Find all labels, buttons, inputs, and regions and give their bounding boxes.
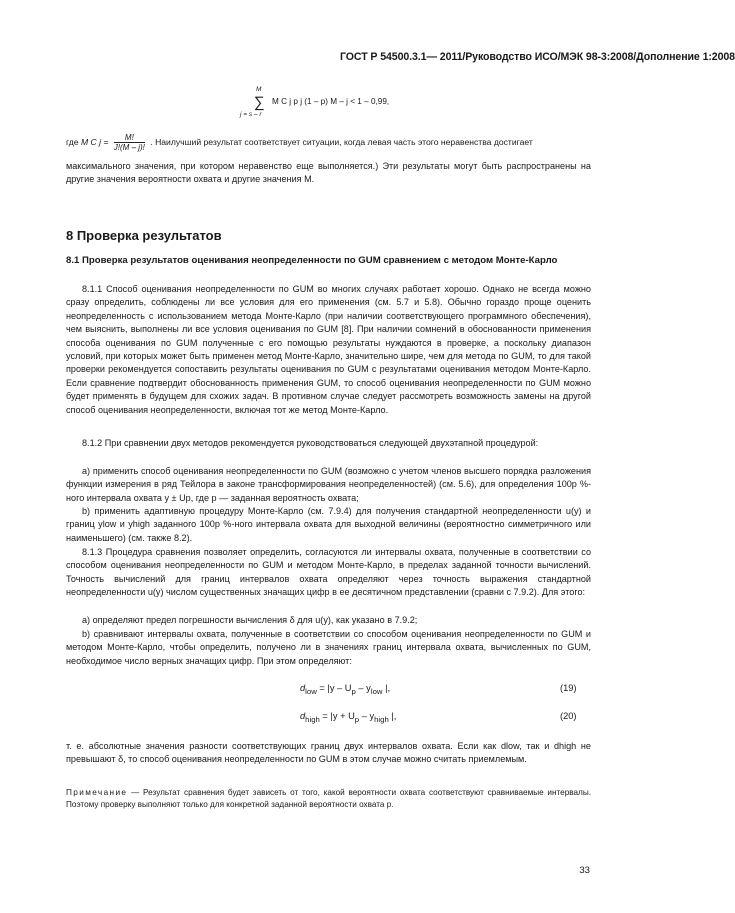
- eq19-rhs: = |y – U: [316, 683, 352, 693]
- note-label: Примечание: [66, 788, 128, 797]
- page-header: ГОСТ Р 54500.3.1— 2011/Руководство ИСО/МЭК 98-3:2008/Дополнение 1:2008: [340, 51, 735, 63]
- eq19-lhs: d: [300, 683, 306, 693]
- paragraph-8-1-2: 8.1.2 При сравнении двух методов рекомендуется руководствоваться следующей двухэтапной процедурой:: [82, 438, 539, 448]
- note-text: — Результат сравнения будет зависеть от того, какой вероятности охвата соответствуют сравниваемые интервалы. Поэтому проверку выполняют только для конкретной заданной вероятности охвата p.: [66, 788, 591, 809]
- paragraph-8-1-1: 8.1.1 Способ оценивания неопределенности по GUM во многих случаях работает хорошо. Однако не всегда можно сразу определить, соблюдены ли все условия для его применения (см. 5.7 и 5.8). Обычно гораздо проще оценить неопределенность с использованием метода Монте-Карло (при наличии соответствующего программного обеспечения), чем выяснить, выполнены ли все условия оценивания по GUM [8]. При наличии сомнений в обоснованности применения способа оценивания по GUM полученные с его помощью результаты нуждаются в проверке, а поскольку диапазон условий, при которых может быть применен метод Монте-Карло, значительно шире, чем для метода по GUM, то для такой проверки рекомендуется сопоставить результаты оценивания по GUM с результатами оценивания методом Монте-Карло. Если сравнение подтвердит обоснованность применения GUM, то способ оценивания неопределенности по GUM можно будет применять в будущем для схожих задач. В противном случае следует рассмотреть возможность замены на другой способ оценивания неопределенности, включая тот же метод Монте-Карло.: [66, 284, 591, 415]
- eq20-lhs-sub: high: [305, 714, 320, 724]
- equation-20: [300, 711, 396, 724]
- eq19-rhs2-sub: low: [370, 686, 383, 696]
- gde-prefix: где: [66, 136, 79, 147]
- eq20-lhs: d: [300, 711, 306, 721]
- page-number: 33: [579, 865, 590, 876]
- sum-upper-limit: M: [256, 86, 262, 93]
- eq20-rhs-sub: p: [354, 714, 360, 724]
- eq19-lhs-sub: low: [305, 686, 317, 696]
- paragraph-8-1-2-b: b) применить адаптивную процедуру Монте-Карло (см. 7.9.4) для получения стандартной неопределенности u(y) и границ ylow и yhigh заданного 100p %-ного интервала охвата для выходной величины (вероятностно симметричного или наименьшего) (см. также 8.2).: [66, 506, 591, 543]
- note-block: [66, 787, 591, 811]
- equation-number-20: (20): [560, 711, 577, 721]
- paragraph-8-1-3-b: b) сравнивают интервалы охвата, полученные в соответствии со способом оценивания неопределенности по GUM и методом Монте-Карло, чтобы определить, получено ли в значениях границ интервала охвата, вычисленных по GUM, необходимое число верных значащих цифр. При этом определяют:: [66, 629, 591, 666]
- gde-rest: . Наилучший результат соответствует ситуации, когда левая часть этого неравенства достигает: [150, 136, 533, 147]
- sum-lower-limit: j = s – r: [240, 111, 262, 118]
- subsection-heading-8-1: 8.1 Проверка результатов оценивания неопределенности по GUM сравнением с методом Монте-Карло: [66, 255, 558, 266]
- eq20-rhs: = |y + U: [319, 711, 355, 721]
- paragraph-8-1-3: 8.1.3 Процедура сравнения позволяет определить, согласуются ли интервалы охвата, полученные в соответствии со способом оценивания неопределенности по GUM и методом Монте-Карло, в пределах заданной точности вычислений. Точность вычислений для границ интервалов охвата определяют через точность выражения стандартной неопределенности u(y) числом существенных значащих цифр в ее десятичном представлении (сравни с 7.9.2). Для этого:: [66, 547, 591, 598]
- eq19-rhs3: |,: [382, 683, 391, 693]
- binomial-fraction: [114, 133, 145, 152]
- sigma-symbol: ∑: [254, 94, 265, 111]
- eq20-rhs2-sub: high: [374, 714, 389, 724]
- equation-number-19: (19): [560, 683, 577, 693]
- binomial-definition: [66, 133, 533, 152]
- section-heading-8: 8 Проверка результатов: [66, 228, 222, 243]
- paragraph-8-1-3-a: а) определяют предел погрешности вычисления δ для u(y), как указано в 7.9.2;: [82, 615, 418, 625]
- eq19-rhs-sub: p: [351, 686, 356, 696]
- paragraph-after-equations: т. е. абсолютные значения разности соответствующих границ двух интервалов охвата. Если как dlow, так и dhigh не превышают δ, то способ оценивания неопределенности по GUM в этом случае можно считать приемлемым.: [66, 741, 591, 765]
- eq20-rhs2: – y: [359, 711, 375, 721]
- equation-19: [300, 683, 390, 696]
- eq20-rhs3: |,: [388, 711, 397, 721]
- eq19-rhs2: – y: [355, 683, 371, 693]
- fraction-numerator: M!: [114, 133, 145, 143]
- paragraph-8-1-2-a: а) применить способ оценивания неопределенности по GUM (возможно с учетом членов высшего порядка разложения функции измерения в ряд Тейлора в законе трансформирования неопределенностей) (см. 5.6), для определения 100p %-ного интервала охвата y ± Up, где p — заданная вероятность охвата;: [66, 466, 591, 503]
- sum-expression: M C j p j (1 – p) M – j < 1 – 0,99,: [272, 97, 390, 106]
- binomial-lhs: M C j =: [80, 136, 109, 147]
- fraction-denominator: J!(M – j)!: [113, 143, 145, 152]
- paragraph-intro: максимального значения, при котором неравенство еще выполняется.) Эти результаты могут быть распространены на другие значения вероятности охвата и другие значения M.: [66, 161, 591, 185]
